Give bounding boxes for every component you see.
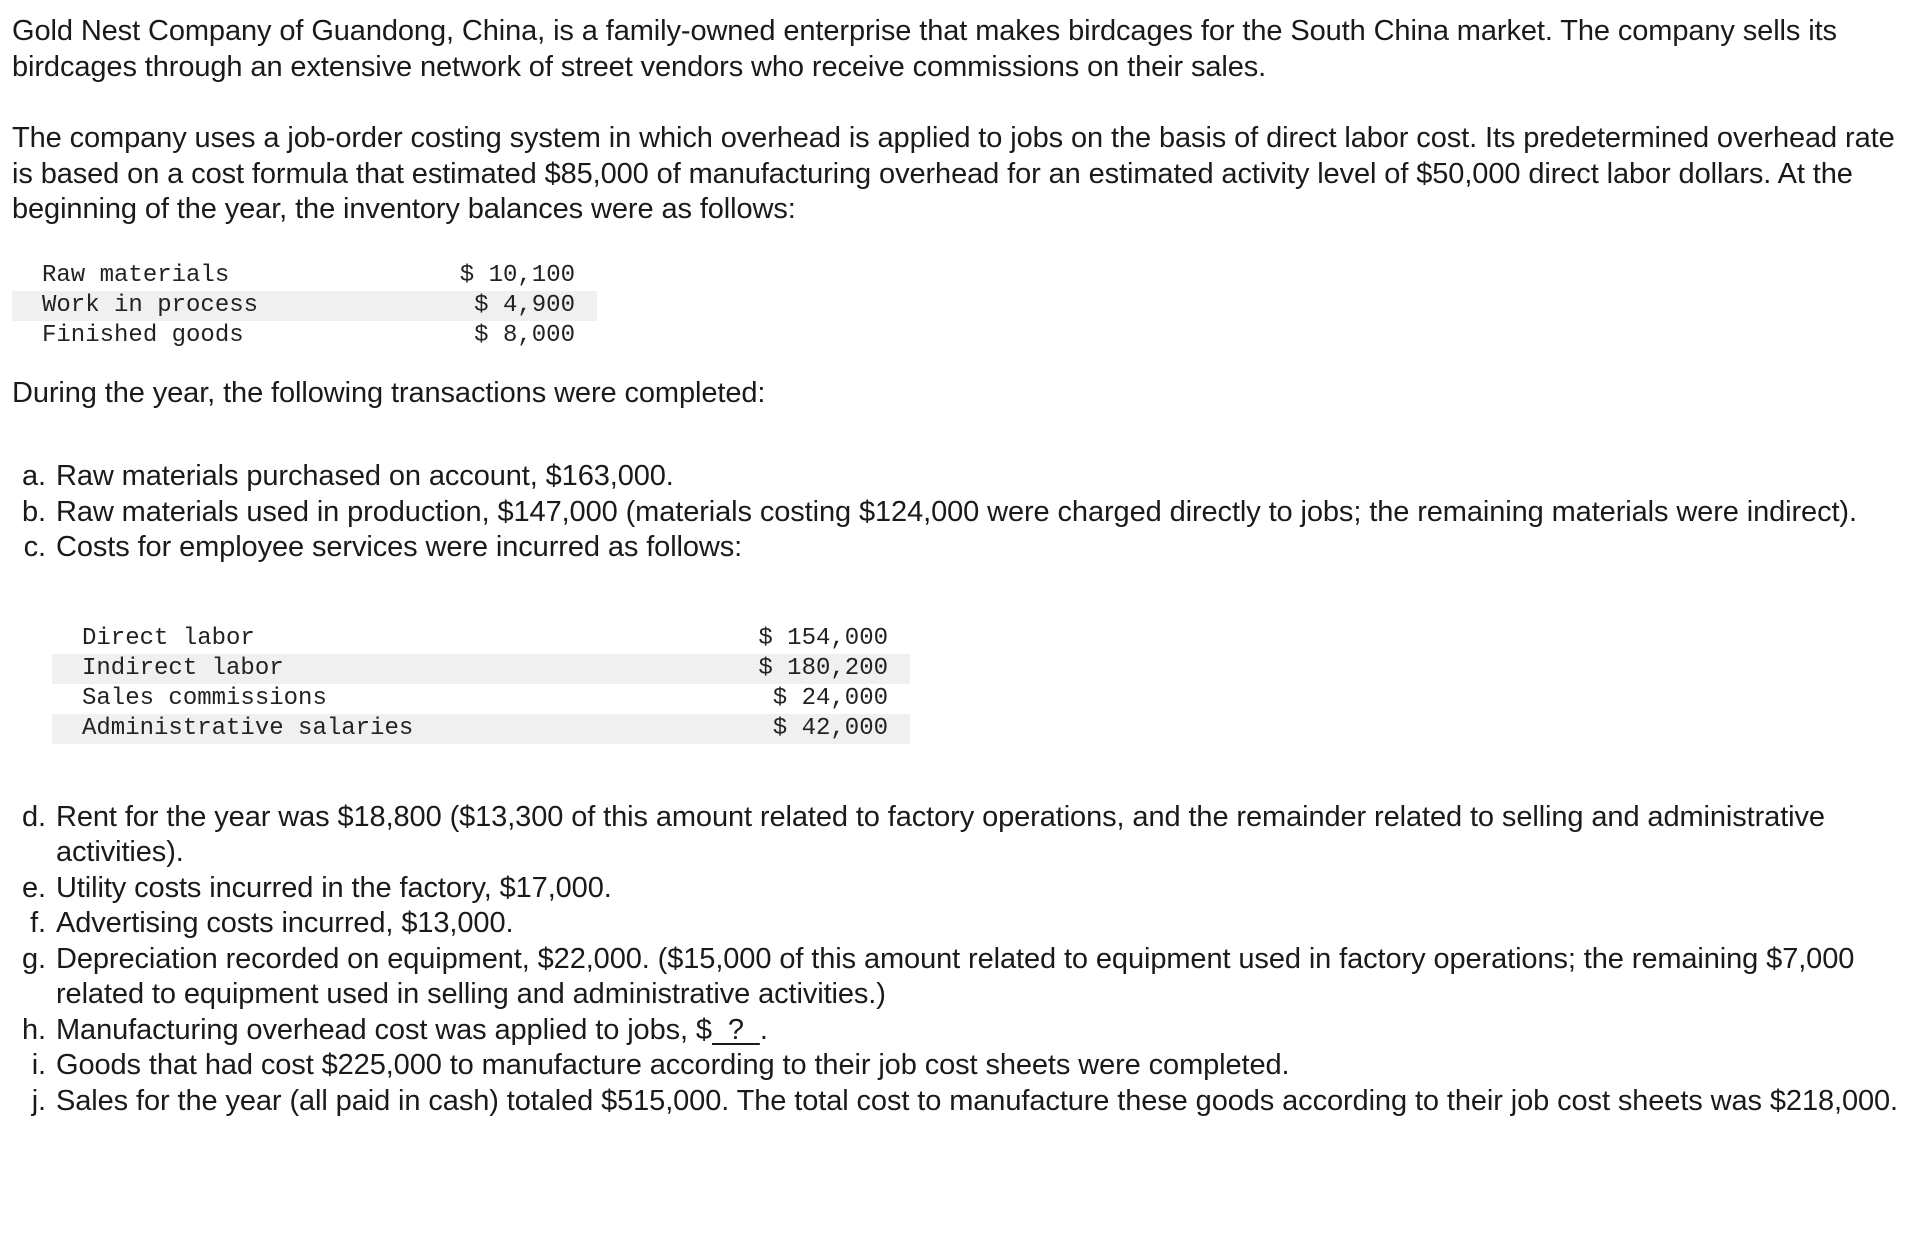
item-text: Manufacturing overhead cost was applied to jobs, $ bbox=[56, 1013, 712, 1046]
item-suffix: . bbox=[759, 1013, 768, 1046]
inventory-label: Work in process bbox=[12, 291, 382, 321]
list-item bbox=[16, 530, 1902, 566]
table-row bbox=[52, 714, 910, 744]
employee-costs-table bbox=[52, 624, 910, 744]
item-text: Advertising costs incurred, $13,000. bbox=[56, 907, 514, 939]
item-text: Rent for the year was $18,800 ($13,300 of this amount related to factory operations, and the remainder related to selling and administrative activities). bbox=[56, 800, 1825, 868]
employee-cost-amount: $ 180,200 bbox=[492, 654, 910, 684]
inventory-amount: $ 10,100 bbox=[459, 261, 575, 289]
employee-cost-amount: $ 154,000 bbox=[758, 624, 888, 652]
employee-cost-label: Indirect labor bbox=[52, 654, 492, 684]
inventory-label: Raw materials bbox=[42, 261, 230, 289]
inventory-amount: $ 4,900 bbox=[382, 291, 597, 321]
table-row bbox=[52, 684, 910, 714]
intro-paragraph-1: Gold Nest Company of Guandong, China, is a family-owned enterprise that makes birdcages for the South China market. The company sells its birdcages through an extensive network of street vendors who receive commissions on their sales. bbox=[12, 15, 1837, 83]
item-marker: c. bbox=[23, 531, 46, 563]
employee-cost-label: Sales commissions bbox=[82, 684, 327, 712]
answer-blank: ? bbox=[711, 1013, 760, 1046]
table-row bbox=[12, 291, 597, 321]
list-item bbox=[16, 495, 1902, 531]
list-item bbox=[16, 459, 1902, 495]
item-text: Sales for the year (all paid in cash) totaled $515,000. The total cost to manufacture these goods according to their job cost sheets was $218,000. bbox=[56, 1084, 1898, 1117]
list-item bbox=[16, 1013, 1902, 1049]
employee-cost-amount: $ 24,000 bbox=[772, 684, 888, 712]
item-marker: b. bbox=[22, 495, 46, 528]
list-item bbox=[16, 1084, 1902, 1120]
employee-cost-label: Administrative salaries bbox=[52, 714, 492, 744]
item-marker: e. bbox=[22, 871, 46, 904]
employee-cost-amount: $ 42,000 bbox=[492, 714, 910, 744]
item-marker: g. bbox=[22, 942, 46, 975]
table-row bbox=[52, 654, 910, 684]
transactions-intro: During the year, the following transactions were completed: bbox=[12, 376, 766, 409]
transactions-list-a-c bbox=[16, 459, 1902, 566]
item-marker: i. bbox=[31, 1049, 46, 1081]
item-text: Goods that had cost $225,000 to manufacture according to their job cost sheets were completed. bbox=[56, 1049, 1290, 1081]
item-text: Costs for employee services were incurred as follows: bbox=[56, 531, 743, 563]
item-marker: d. bbox=[22, 800, 46, 833]
table-row bbox=[12, 261, 597, 291]
list-item bbox=[16, 906, 1902, 942]
transactions-list-d-j bbox=[16, 800, 1902, 1120]
item-text: Raw materials used in production, $147,000 (materials costing $124,000 were charged directly to jobs; the remaining materials were indirect). bbox=[56, 495, 1857, 528]
inventory-balances-table bbox=[12, 261, 597, 351]
item-text: Raw materials purchased on account, $163,000. bbox=[56, 460, 674, 492]
list-item bbox=[16, 942, 1902, 1013]
list-item bbox=[16, 1048, 1902, 1084]
item-marker: f. bbox=[30, 907, 46, 939]
table-row bbox=[52, 624, 910, 654]
employee-cost-label: Direct labor bbox=[82, 624, 255, 652]
inventory-label: Finished goods bbox=[42, 321, 244, 349]
list-item bbox=[16, 871, 1902, 907]
problem-document bbox=[12, 14, 1902, 1119]
item-text: Utility costs incurred in the factory, $17,000. bbox=[56, 871, 612, 904]
inventory-amount: $ 8,000 bbox=[474, 321, 575, 349]
table-row bbox=[12, 321, 597, 351]
intro-paragraph-2: The company uses a job-order costing system in which overhead is applied to jobs on the basis of direct labor cost. Its predetermined overhead rate is based on a cost formula that estimated $85,000 of manufacturing overhead for an estimated activity level of $50,000 direct labor dollars. At the beginning of the year, the inventory balances were as follows: bbox=[12, 122, 1895, 225]
item-marker: j. bbox=[31, 1084, 46, 1117]
item-marker: a. bbox=[22, 460, 46, 492]
item-marker: h. bbox=[22, 1013, 46, 1046]
list-item bbox=[16, 800, 1902, 871]
item-text: Depreciation recorded on equipment, $22,000. ($15,000 of this amount related to equipment used in factory operations; the remaining $7,000 related to equipment used in selling and administrative activities.) bbox=[56, 942, 1855, 1010]
